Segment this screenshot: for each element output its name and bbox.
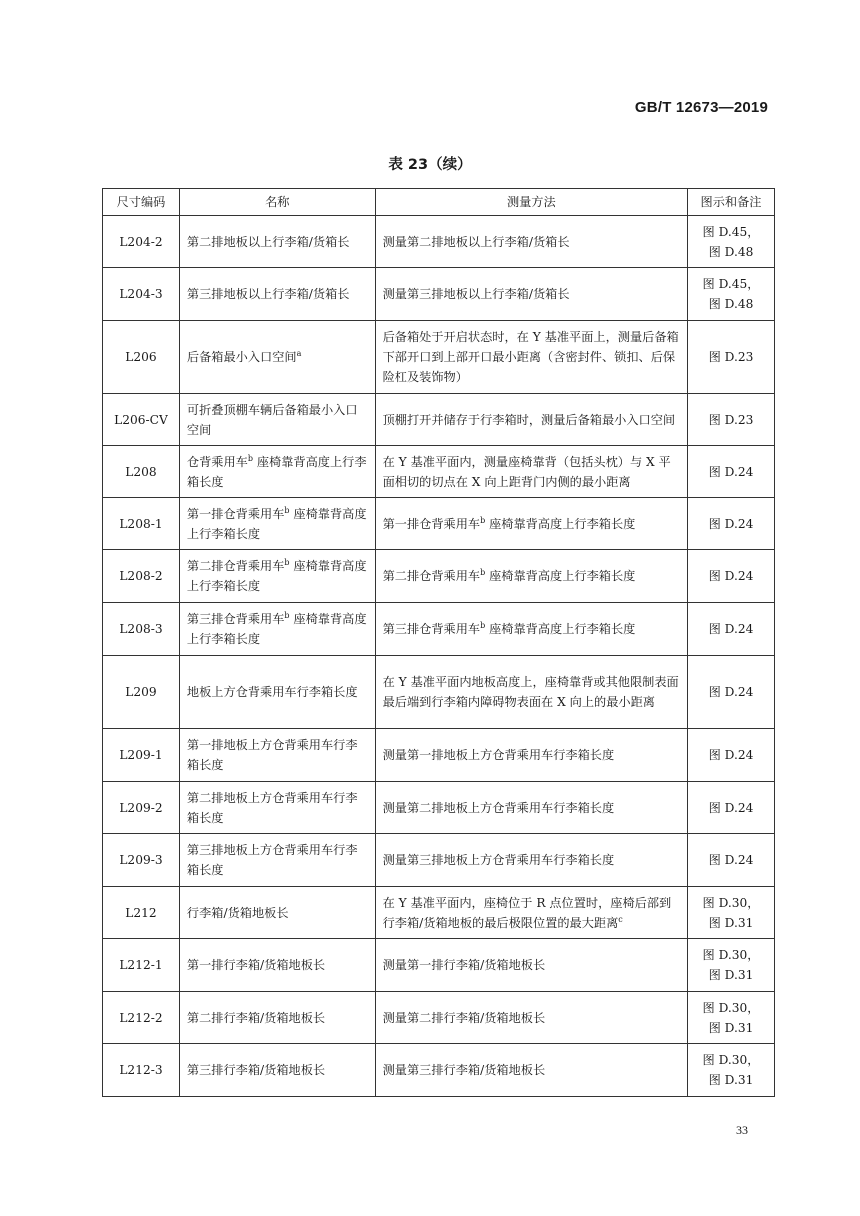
method-text: 在 Y 基准平面内，座椅位于 R 点位置时，座椅后部到行李箱/货箱地板的最后极限位置的最大距离 [382,895,672,930]
method-text: 测量第三排行李箱/货箱地板长 [382,1063,546,1077]
name-text-tail: 座椅靠背高度上行李箱长度 [186,454,367,489]
table-row [103,834,775,887]
name-text-tail: 座椅靠背高度上行李箱长度 [186,506,367,541]
table-row [103,887,775,939]
cell-figure-ref: 图 D.45， 图 D.48 [688,216,775,268]
cell-method [375,834,687,887]
method-text: 测量第二排地板以上行李箱/货箱长 [382,234,570,249]
footnote-mark: b [247,453,253,463]
cell-name [179,834,375,887]
table-row [103,782,775,834]
cell-name [179,216,375,268]
cell-method [375,550,687,603]
cell-figure-ref: 图 D.24 [688,550,775,603]
table-row [103,1044,775,1097]
cell-name [179,446,375,498]
column-header-figure: 图示和备注 [688,189,775,216]
name-text: 第一排仓背乘用车 [186,506,285,521]
cell-figure-ref: 图 D.24 [688,729,775,782]
cell-name [179,782,375,834]
cell-name [179,939,375,992]
page-number: 33 [736,1123,748,1137]
cell-name [179,603,375,656]
cell-code: L206-CV [103,394,180,446]
cell-figure-ref: 图 D.24 [688,446,775,498]
cell-code: L204-2 [103,216,180,268]
method-text: 测量第一排行李箱/货箱地板长 [382,958,546,972]
cell-code: L209 [103,656,180,729]
method-text: 测量第二排地板上方仓背乘用车行李箱长度 [382,800,615,815]
name-text-tail: 座椅靠背高度上行李箱长度 [186,559,367,593]
cell-name [179,887,375,939]
table-row [103,498,775,550]
cell-figure-ref: 图 D.30， 图 D.31 [688,887,775,939]
footnote-mark: b [480,620,486,630]
table-row [103,216,775,268]
name-text: 仓背乘用车 [186,454,248,469]
dimension-table [102,188,775,1097]
cell-code: L209-2 [103,782,180,834]
method-text: 第二排仓背乘用车 [382,569,481,583]
column-header-name: 名称 [179,189,375,216]
name-text: 后备箱最小入口空间 [186,350,297,364]
cell-name [179,268,375,321]
cell-method [375,321,687,394]
cell-name [179,394,375,446]
cell-figure-ref: 图 D.24 [688,498,775,550]
name-text: 第一排行李箱/货箱地板长 [186,958,326,972]
cell-name [179,656,375,729]
method-text: 在 Y 基准平面内地板高度上，座椅靠背或其他限制表面最后端到行李箱内障碍物表面在 X 向上的最小距离 [382,675,679,709]
cell-figure-ref: 图 D.30， 图 D.31 [688,1044,775,1097]
column-header-code: 尺寸编码 [103,189,180,216]
cell-code: L212-2 [103,992,180,1044]
standard-code: GB/T 12673—2019 [634,99,768,116]
cell-name [179,1044,375,1097]
cell-figure-ref: 图 D.30， 图 D.31 [688,939,775,992]
cell-method [375,656,687,729]
table-row [103,321,775,394]
name-text-tail: 座椅靠背高度上行李箱长度 [186,612,367,646]
cell-code: L208-2 [103,550,180,603]
table-row [103,992,775,1044]
cell-method [375,394,687,446]
table-row [103,268,775,321]
cell-method [375,446,687,498]
cell-figure-ref: 图 D.24 [688,782,775,834]
cell-method [375,498,687,550]
cell-figure-ref: 图 D.24 [688,656,775,729]
name-text: 地板上方仓背乘用车行李箱长度 [186,685,358,699]
cell-method [375,992,687,1044]
cell-name [179,729,375,782]
method-text: 第一排仓背乘用车 [382,516,481,531]
cell-figure-ref: 图 D.24 [688,603,775,656]
footnote-mark: b [480,515,486,525]
method-text-tail: 座椅靠背高度上行李箱长度 [485,569,636,583]
table-header-row [103,189,775,216]
cell-name [179,498,375,550]
table-row [103,729,775,782]
column-header-method: 测量方法 [375,189,687,216]
cell-figure-ref: 图 D.30， 图 D.31 [688,992,775,1044]
table-body [103,216,775,1097]
table-row [103,939,775,992]
cell-code: L212-3 [103,1044,180,1097]
table-caption: 表 23（续） [388,157,472,173]
cell-method [375,268,687,321]
method-text: 测量第一排地板上方仓背乘用车行李箱长度 [382,748,615,762]
cell-code: L204-3 [103,268,180,321]
name-text: 行李箱/货箱地板长 [186,905,289,920]
table-row [103,446,775,498]
name-text: 第三排仓背乘用车 [186,612,285,626]
cell-code: L209-3 [103,834,180,887]
cell-name [179,321,375,394]
cell-figure-ref: 图 D.45， 图 D.48 [688,268,775,321]
footnote-mark: b [480,567,486,577]
cell-method [375,1044,687,1097]
cell-code: L208-1 [103,498,180,550]
footnote-mark: b [284,610,290,620]
table-row [103,550,775,603]
cell-figure-ref: 图 D.23 [688,394,775,446]
footnote-mark: c [618,914,623,924]
name-text: 第三排地板以上行李箱/货箱长 [186,287,350,301]
method-text-tail: 座椅靠背高度上行李箱长度 [485,516,636,531]
cell-method [375,729,687,782]
cell-method [375,216,687,268]
cell-name [179,992,375,1044]
method-text: 测量第三排地板上方仓背乘用车行李箱长度 [382,853,615,867]
name-text: 第二排地板以上行李箱/货箱长 [186,234,350,249]
method-text: 后备箱处于开启状态时，在 Y 基准平面上，测量后备箱下部开口到上部开口最小距离（含密封件、锁扣、后保险杠及装饰物） [382,330,679,384]
method-text: 测量第三排地板以上行李箱/货箱长 [382,287,570,301]
cell-code: L208-3 [103,603,180,656]
name-text: 第三排行李箱/货箱地板长 [186,1063,326,1077]
cell-figure-ref: 图 D.23 [688,321,775,394]
method-text: 第三排仓背乘用车 [382,622,481,636]
cell-code: L208 [103,446,180,498]
method-text: 顶棚打开并储存于行李箱时，测量后备箱最小入口空间 [382,412,676,427]
cell-method [375,603,687,656]
footnote-mark: b [284,505,290,515]
method-text: 测量第二排行李箱/货箱地板长 [382,1010,546,1025]
footnote-mark: b [284,557,290,567]
name-text: 第二排仓背乘用车 [186,559,285,573]
method-text: 在 Y 基准平面内，测量座椅靠背（包括头枕）与 X 平面相切的切点在 X 向上距背门内侧的最小距离 [382,454,671,489]
cell-name [179,550,375,603]
cell-code: L212-1 [103,939,180,992]
cell-method [375,782,687,834]
cell-code: L206 [103,321,180,394]
method-text-tail: 座椅靠背高度上行李箱长度 [485,622,636,636]
table-row [103,603,775,656]
name-text: 第二排行李箱/货箱地板长 [186,1010,326,1025]
name-text: 第三排地板上方仓背乘用车行李箱长度 [186,843,358,877]
name-text: 第二排地板上方仓背乘用车行李箱长度 [186,790,358,825]
cell-code: L209-1 [103,729,180,782]
cell-code: L212 [103,887,180,939]
name-text: 可折叠顶棚车辆后备箱最小入口空间 [186,402,358,437]
table-row [103,394,775,446]
cell-method [375,939,687,992]
cell-figure-ref: 图 D.24 [688,834,775,887]
table-row [103,656,775,729]
cell-method [375,887,687,939]
name-text: 第一排地板上方仓背乘用车行李箱长度 [186,738,358,772]
footnote-mark: a [296,348,302,358]
